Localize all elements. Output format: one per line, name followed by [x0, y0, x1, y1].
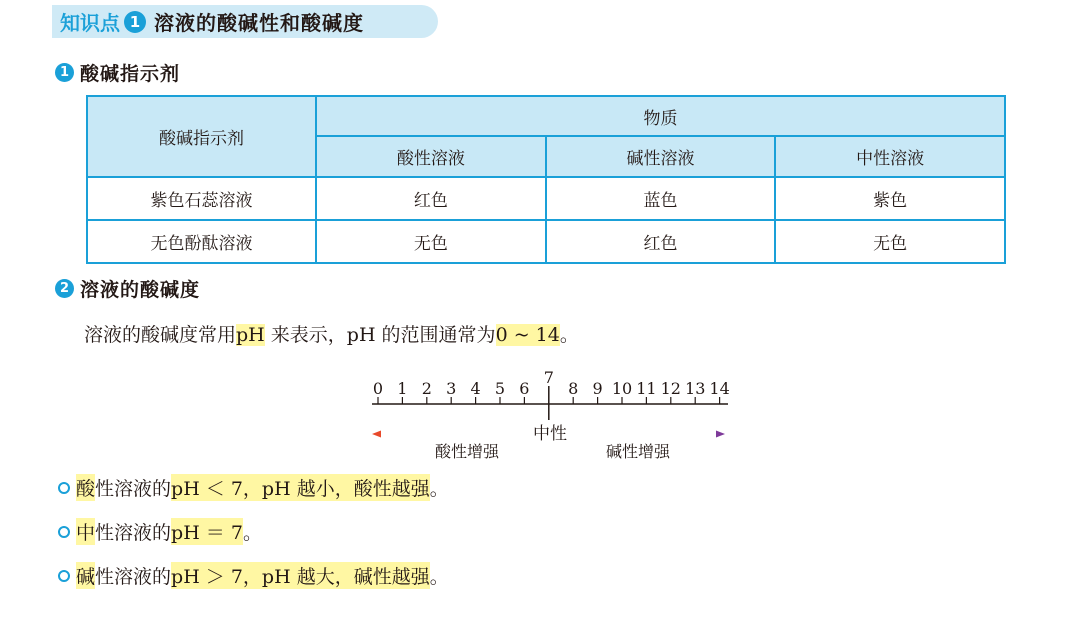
neutral-label: 中性: [533, 424, 567, 444]
scale-tick-label: 12: [660, 379, 681, 398]
highlight-range: 0 ~ 14: [495, 324, 560, 346]
title-banner: [52, 5, 438, 38]
section-2-title: 溶液的酸碱度: [80, 279, 201, 301]
scale-tick-label: 8: [568, 379, 579, 398]
bullet-highlight: pH ＜ 7，pH 越小，酸性越强: [171, 474, 430, 501]
acid-label: 酸性增强: [434, 442, 500, 461]
scale-tick-label: 3: [446, 379, 457, 398]
scale-tick-label: 10: [611, 379, 633, 398]
paragraph-text: 。: [559, 324, 579, 346]
bullet-highlight: pH ＝ 7: [171, 518, 243, 545]
table-cell: 无色: [775, 220, 1005, 263]
bullet-dot-icon: [58, 526, 70, 538]
bullet-text: 性溶液的: [95, 478, 172, 500]
bullet-neutral: [58, 518, 262, 545]
knowledge-point-label: 知识点: [60, 11, 120, 35]
scale-tick-label: 0: [372, 379, 384, 398]
indicator-table: [86, 95, 1006, 264]
scale-tick-label: 5: [494, 379, 506, 398]
bullet-lead: 碱: [76, 562, 95, 589]
table-cell: 红色: [316, 177, 546, 220]
scale-tick-label: 4: [470, 379, 481, 398]
scale-tick-label: 7: [543, 368, 554, 387]
ph-paragraph: [84, 320, 579, 347]
scale-tick-label: 13: [685, 379, 706, 398]
bullet-lead: 酸: [76, 474, 95, 501]
table-row: [87, 220, 1005, 263]
knowledge-point-number: 1: [124, 11, 146, 33]
row-name-phenolphthalein: 无色酚酞溶液: [87, 220, 316, 263]
base-arrow-head: [716, 431, 725, 438]
highlight-ph: pH: [236, 324, 265, 346]
page-title: 溶液的酸碱性和酸碱度: [154, 11, 364, 35]
table-cell: 红色: [546, 220, 776, 263]
row-name-litmus: 紫色石蕊溶液: [87, 177, 316, 220]
table-header-row: [87, 96, 1005, 136]
column-header-basic: 碱性溶液: [546, 136, 776, 177]
paragraph-text: 溶液的酸碱度常用: [84, 324, 237, 346]
section-2-number: 2: [55, 279, 74, 298]
bullet-lead: 中: [76, 518, 95, 545]
ph-scale: [360, 366, 740, 466]
bullet-basic: [58, 562, 449, 589]
bullet-text: 性溶液的: [95, 522, 172, 544]
section-1-number: 1: [55, 63, 74, 82]
acid-arrow-head: [372, 431, 381, 438]
section-1-title: 酸碱指示剂: [80, 63, 181, 85]
bullet-acidic: [58, 474, 449, 501]
scale-tick-label: 11: [636, 379, 657, 398]
table-group-header: 物质: [316, 96, 1005, 136]
base-label: 碱性增强: [605, 442, 671, 461]
bullet-end: 。: [242, 522, 262, 544]
bullet-dot-icon: [58, 570, 70, 582]
paragraph-text: 来表示，pH 的范围通常为: [264, 324, 496, 346]
table-cell: 蓝色: [546, 177, 776, 220]
column-header-acidic: 酸性溶液: [316, 136, 546, 177]
scale-tick-label: 1: [397, 379, 408, 398]
scale-tick-label: 9: [592, 379, 603, 398]
scale-tick-label: 2: [421, 379, 432, 398]
table-corner-header: 酸碱指示剂: [87, 96, 316, 177]
column-header-neutral: 中性溶液: [775, 136, 1005, 177]
bullet-dot-icon: [58, 482, 70, 494]
bullet-highlight: pH ＞ 7，pH 越大，碱性越强: [171, 562, 430, 589]
table-row: [87, 177, 1005, 220]
bullet-end: 。: [429, 566, 449, 588]
table-cell: 紫色: [775, 177, 1005, 220]
scale-ticks: [373, 368, 730, 420]
section-1-heading: [55, 59, 180, 86]
section-2-heading: [55, 275, 200, 302]
scale-tick-label: 6: [519, 379, 530, 398]
bullet-end: 。: [429, 478, 449, 500]
bullet-text: 性溶液的: [95, 566, 172, 588]
scale-tick-label: 14: [709, 379, 730, 398]
table-cell: 无色: [316, 220, 546, 263]
